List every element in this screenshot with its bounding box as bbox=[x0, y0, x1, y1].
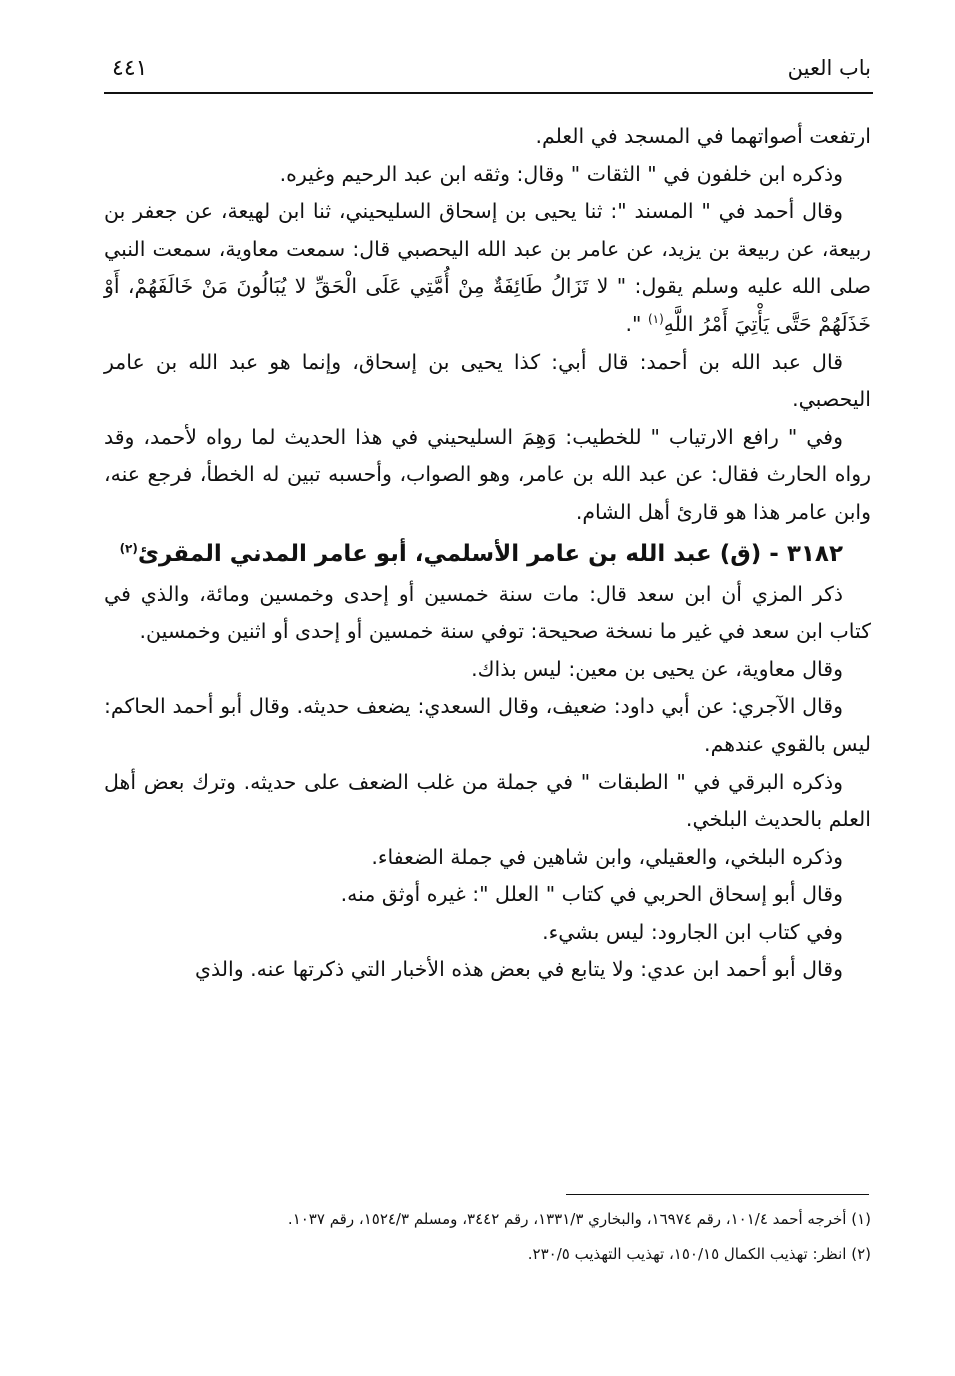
paragraph: وفي " رافع الارتياب " للخطيب: وَهِمَ السليحيني في هذا الحديث لما رواه لأحمد، وقد رواه الحارث فقال: عن عبد الله بن عامر، وهو الصواب، وأحسبه تبين له الخطأ، فرجع عنه، وابن عامر هذا هو قارئ أهل الشام. bbox=[104, 424, 871, 524]
hadith-close: ". bbox=[625, 311, 648, 336]
paragraph: وذكره ابن خلفون في " الثقات " وقال: وثقه ابن عبد الرحيم وغيره. bbox=[279, 161, 843, 186]
paragraph: ارتفعت أصواتهما في المسجد في العلم. bbox=[535, 124, 871, 148]
paragraph: وذكره البلخي، والعقيلي، وابن شاهين في جملة الضعفاء. bbox=[371, 844, 843, 869]
page-header bbox=[108, 52, 871, 90]
paragraph: وقال الآجري: عن أبي داود: ضعيف، وقال السعدي: يضعف حديثه. وقال أبو أحمد الحاكم: ليس بالقوي عندهم. bbox=[104, 694, 871, 756]
paragraph: ذكر المزي أن ابن سعد قال: مات سنة خمسين أو إحدى وخمسين ومائة، والذي في كتاب ابن سعد في غير ما نسخة صحيحة: توفي سنة خمسين أو إحدى أو اثنين وخمسين. bbox=[104, 581, 871, 644]
footnote-divider bbox=[566, 1194, 869, 1195]
paragraph: قال عبد الله بن أحمد: قال أبي: كذا يحيى بن إسحاق، وإنما هو عبد الله بن عامر اليحصبي. bbox=[104, 349, 871, 412]
hadith-text: وقال أحمد في " المسند ": ثنا يحيى بن إسحاق السليحيني، ثنا ابن لهيعة، عن جعفر بن ربيعة، عن ربيعة بن يزيد، عن عامر بن عبد الله اليحصبي قال: سمعت معاوية، سمعت النبي صلى الله عليه وسلم يقول: " لا تَزَالُ طَائِفَةٌ مِنْ أُمَّتِي عَلَى الْحَقِّ لا يُبَالُونَ مَنْ خَالَفَهُمْ، أَوْ خَذَلَهُمْ حَتَّى يَأْتِيَ أَمْرُ اللَّهِ bbox=[104, 199, 871, 336]
footnote-ref: (١) bbox=[647, 312, 664, 327]
footnote-2: (٢) انظر: تهذيب الكمال ١٥٠/١٥، تهذيب التهذيب ٢٣٠/٥. bbox=[527, 1244, 871, 1263]
entry-heading-text: ٣١٨٢ - (ق) عبد الله بن عامر الأسلمي، أبو عامر المدني المقرئ bbox=[137, 540, 843, 567]
page-number: ٤٤١ bbox=[112, 56, 148, 81]
footnote-ref: (٢) bbox=[119, 540, 138, 555]
paragraph: وقال أبو أحمد ابن عدي: ولا يتابع في بعض هذه الأخبار التي ذكرتها عنه. والذي bbox=[194, 957, 843, 982]
main-text bbox=[104, 118, 871, 989]
paragraph: وقال أبو إسحاق الحربي في كتاب " العلل ": غيره أوثق منه. bbox=[340, 882, 843, 907]
entry-heading bbox=[104, 532, 871, 576]
footnote-1: (١) أخرجه أحمد ١٠١/٤، رقم ١٦٩٧٤، والبخاري ١٣٣١/٣، رقم ٣٤٤٢، ومسلم ١٥٢٤/٣، رقم ١٠٣٧. bbox=[287, 1210, 871, 1228]
paragraph: وفي كتاب ابن الجارود: ليس بشيء. bbox=[542, 919, 843, 944]
header-divider bbox=[104, 92, 873, 94]
footnotes bbox=[96, 1205, 871, 1274]
chapter-title: باب العين bbox=[787, 56, 871, 80]
paragraph: وذكره البرقي في " الطبقات " في جملة من غلب الضعف على حديثه. وترك بعض أهل العلم بالحديث البلخي. bbox=[104, 769, 871, 832]
paragraph: وقال معاوية، عن يحيى بن معين: ليس بذاك. bbox=[471, 656, 843, 681]
paragraph-hadith bbox=[104, 193, 871, 343]
